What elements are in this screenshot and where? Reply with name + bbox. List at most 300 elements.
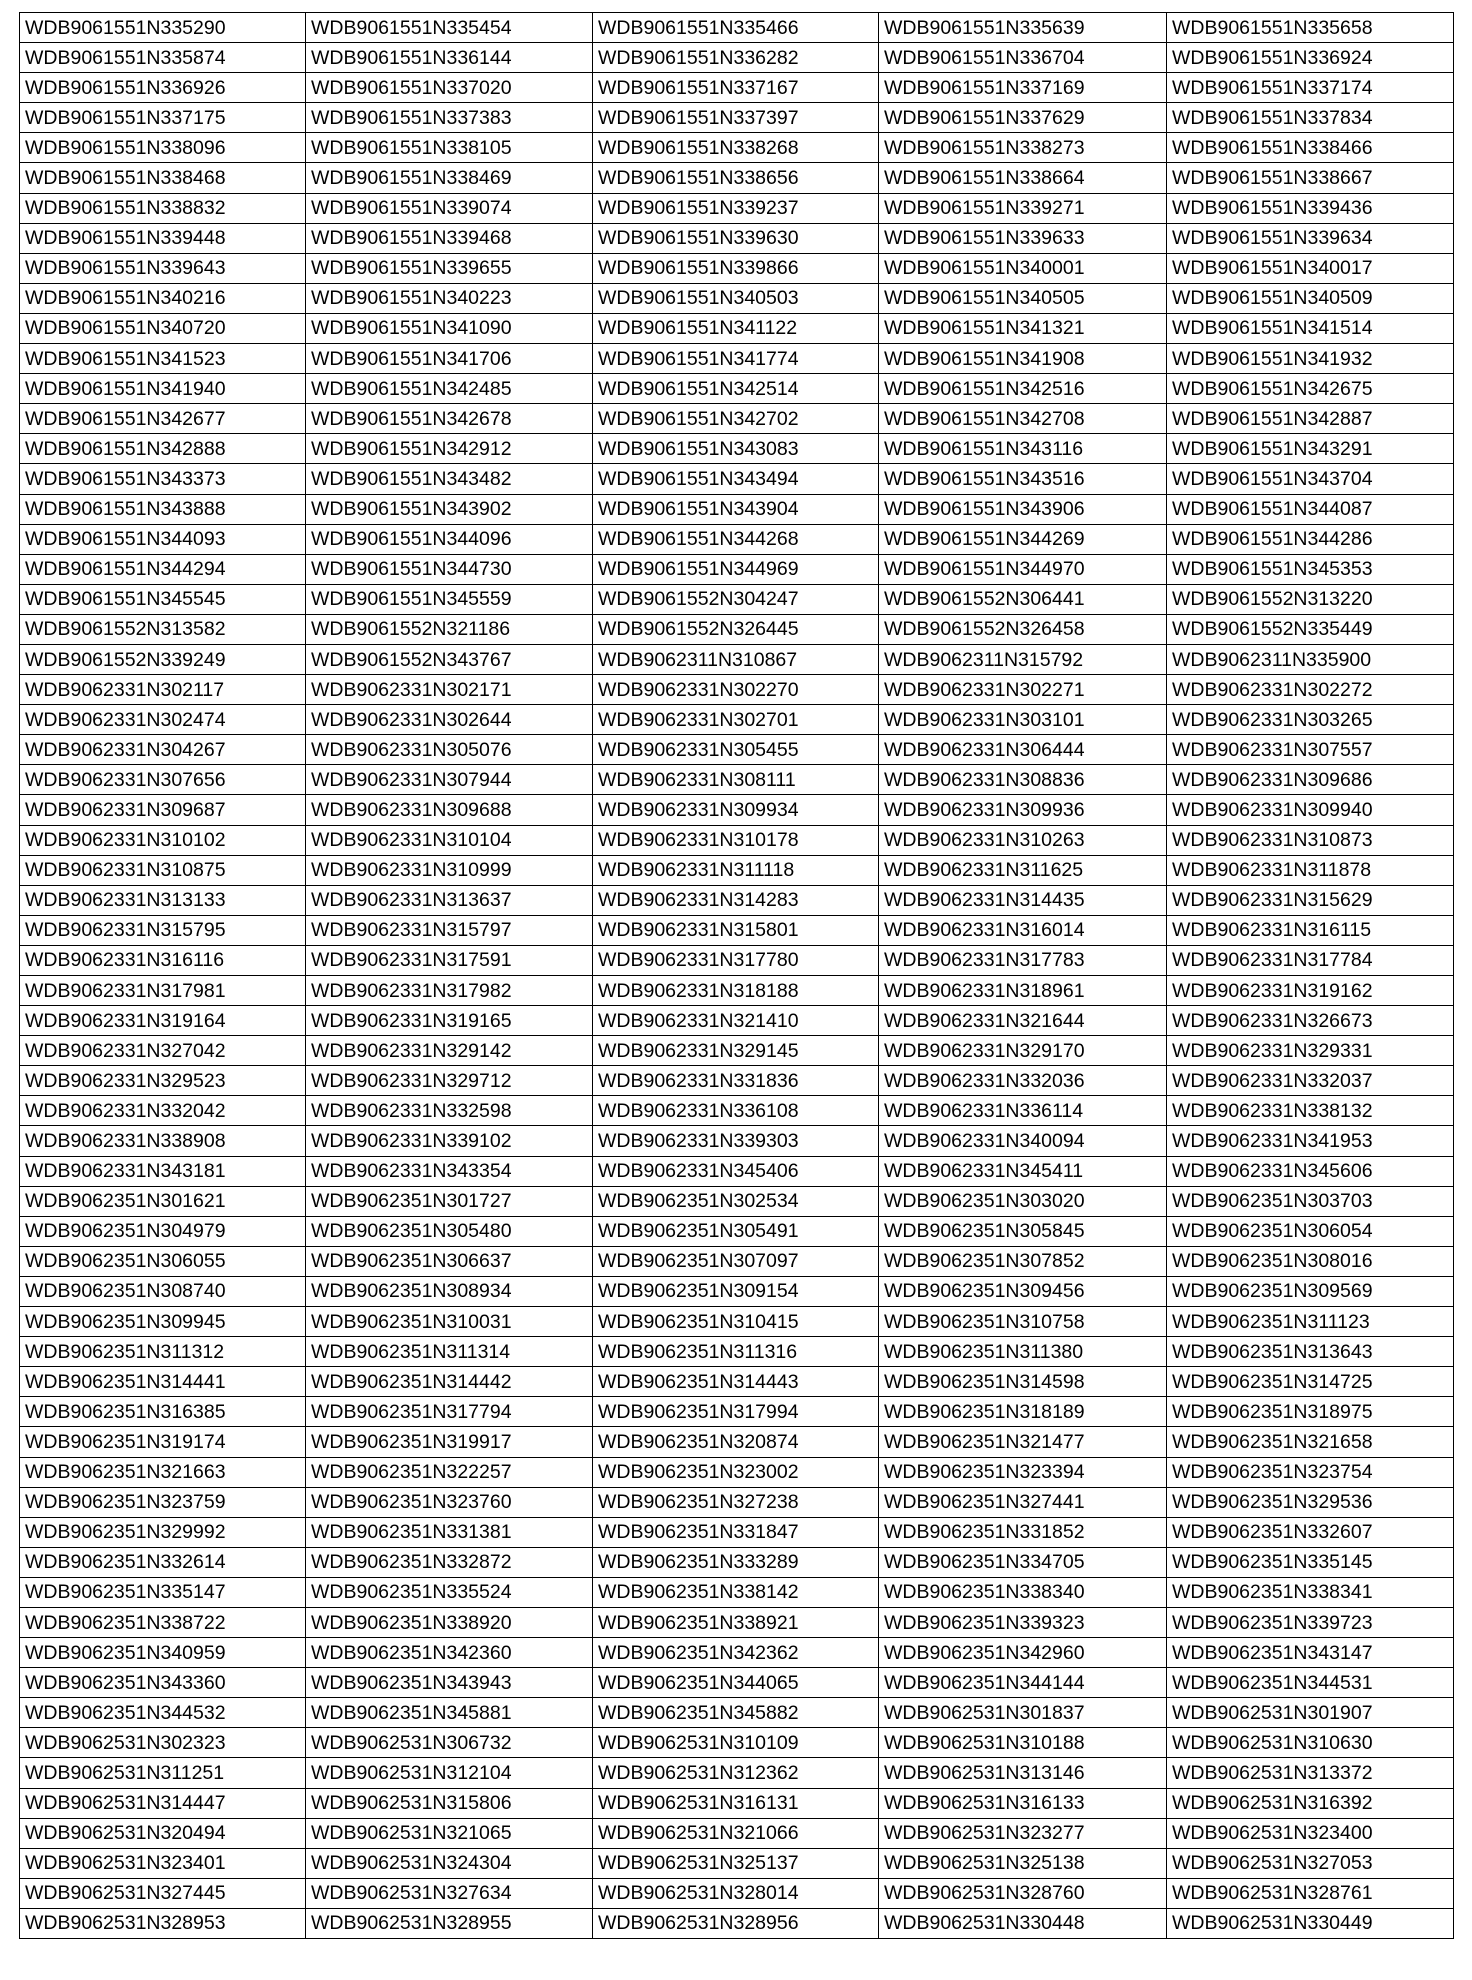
table-row (20, 524, 1454, 554)
table-cell: WDB9061551N338667 (1167, 163, 1454, 193)
table-cell: WDB9062531N327053 (1167, 1848, 1454, 1878)
table-cell: WDB9061551N342708 (879, 404, 1167, 434)
table-cell: WDB9062351N323754 (1167, 1457, 1454, 1487)
table-cell: WDB9062331N319162 (1167, 976, 1454, 1006)
table-row (20, 554, 1454, 584)
table-cell: WDB9061551N340505 (879, 283, 1167, 313)
table-cell: WDB9061551N342888 (20, 434, 306, 464)
table-cell: WDB9062351N344144 (879, 1668, 1167, 1698)
table-cell: WDB9062351N327441 (879, 1487, 1167, 1517)
table-cell: WDB9061551N337629 (879, 103, 1167, 133)
table-cell: WDB9061551N343083 (593, 434, 879, 464)
table-cell: WDB9061551N339468 (306, 223, 593, 253)
table-row (20, 885, 1454, 915)
table-cell: WDB9061551N337834 (1167, 103, 1454, 133)
table-cell: WDB9062331N315629 (1167, 885, 1454, 915)
table-cell: WDB9062351N331852 (879, 1517, 1167, 1547)
table-row (20, 1397, 1454, 1427)
table-cell: WDB9062351N305480 (306, 1216, 593, 1246)
table-row (20, 163, 1454, 193)
table-cell: WDB9062531N313372 (1167, 1758, 1454, 1788)
table-row (20, 1276, 1454, 1306)
table-row (20, 945, 1454, 975)
table-cell: WDB9062331N317783 (879, 945, 1167, 975)
table-cell: WDB9062331N309940 (1167, 795, 1454, 825)
table-cell: WDB9062351N342362 (593, 1638, 879, 1668)
table-cell: WDB9062351N308016 (1167, 1246, 1454, 1276)
table-cell: WDB9062531N324304 (306, 1848, 593, 1878)
table-cell: WDB9062531N313146 (879, 1758, 1167, 1788)
table-row (20, 1577, 1454, 1607)
table-cell: WDB9062351N339323 (879, 1607, 1167, 1637)
table-cell: WDB9061551N341321 (879, 313, 1167, 343)
table-cell: WDB9062351N302534 (593, 1186, 879, 1216)
table-cell: WDB9062351N332872 (306, 1547, 593, 1577)
table-cell: WDB9061551N337169 (879, 73, 1167, 103)
table-row (20, 1728, 1454, 1758)
table-cell: WDB9062531N328761 (1167, 1878, 1454, 1908)
table-cell: WDB9062331N302644 (306, 705, 593, 735)
table-cell: WDB9061551N339074 (306, 193, 593, 223)
table-cell: WDB9062331N305455 (593, 735, 879, 765)
table-cell: WDB9062331N315797 (306, 915, 593, 945)
table-cell: WDB9062351N303020 (879, 1186, 1167, 1216)
table-cell: WDB9062351N338142 (593, 1577, 879, 1607)
table-row (20, 1006, 1454, 1036)
table-cell: WDB9061551N339655 (306, 253, 593, 283)
table-cell: WDB9062531N311251 (20, 1758, 306, 1788)
table-row (20, 675, 1454, 705)
table-cell: WDB9062331N311625 (879, 855, 1167, 885)
table-cell: WDB9062331N309934 (593, 795, 879, 825)
table-row (20, 1036, 1454, 1066)
table-row (20, 765, 1454, 795)
table-row (20, 283, 1454, 313)
table-cell: WDB9061551N340720 (20, 313, 306, 343)
table-cell: WDB9062351N305491 (593, 1216, 879, 1246)
table-cell: WDB9062351N310415 (593, 1307, 879, 1337)
table-cell: WDB9062351N314598 (879, 1367, 1167, 1397)
table-cell: WDB9062531N302323 (20, 1728, 306, 1758)
table-cell: WDB9062331N309936 (879, 795, 1167, 825)
table-cell: WDB9061551N340001 (879, 253, 1167, 283)
table-cell: WDB9061551N341706 (306, 344, 593, 374)
table-cell: WDB9062531N310630 (1167, 1728, 1454, 1758)
table-cell: WDB9062531N312104 (306, 1758, 593, 1788)
table-cell: WDB9061551N342485 (306, 374, 593, 404)
table-cell: WDB9062351N329992 (20, 1517, 306, 1547)
table-cell: WDB9061551N335658 (1167, 13, 1454, 43)
table-cell: WDB9061551N339271 (879, 193, 1167, 223)
table-cell: WDB9062331N310178 (593, 825, 879, 855)
table-cell: WDB9061551N342675 (1167, 374, 1454, 404)
table-row (20, 13, 1454, 43)
table-cell: WDB9062351N306055 (20, 1246, 306, 1276)
table-cell: WDB9062351N301727 (306, 1186, 593, 1216)
table-cell: WDB9062351N338921 (593, 1607, 879, 1637)
table-cell: WDB9061551N340223 (306, 283, 593, 313)
table-cell: WDB9062331N316116 (20, 945, 306, 975)
table-cell: WDB9062351N321477 (879, 1427, 1167, 1457)
table-cell: WDB9061551N335290 (20, 13, 306, 43)
table-cell: WDB9061551N344970 (879, 554, 1167, 584)
table-cell: WDB9061551N337020 (306, 73, 593, 103)
table-row (20, 1367, 1454, 1397)
table-cell: WDB9062331N302271 (879, 675, 1167, 705)
table-cell: WDB9061551N342702 (593, 404, 879, 434)
table-cell: WDB9062351N338340 (879, 1577, 1167, 1607)
table-cell: WDB9061551N336926 (20, 73, 306, 103)
table-cell: WDB9062331N307944 (306, 765, 593, 795)
table-cell: WDB9062351N345881 (306, 1698, 593, 1728)
table-cell: WDB9061551N339633 (879, 223, 1167, 253)
table-row (20, 795, 1454, 825)
table-cell: WDB9062351N309456 (879, 1276, 1167, 1306)
table-cell: WDB9062351N306637 (306, 1246, 593, 1276)
table-cell: WDB9062331N307656 (20, 765, 306, 795)
table-cell: WDB9061551N344286 (1167, 524, 1454, 554)
table-row (20, 1307, 1454, 1337)
table-cell: WDB9061551N338469 (306, 163, 593, 193)
table-cell: WDB9061551N335874 (20, 43, 306, 73)
table-cell: WDB9061551N335454 (306, 13, 593, 43)
table-cell: WDB9062531N301907 (1167, 1698, 1454, 1728)
table-cell: WDB9061551N338273 (879, 133, 1167, 163)
table-cell: WDB9061551N339634 (1167, 223, 1454, 253)
table-cell: WDB9062351N314725 (1167, 1367, 1454, 1397)
table-cell: WDB9062331N329712 (306, 1066, 593, 1096)
table-cell: WDB9062331N310104 (306, 825, 593, 855)
table-cell: WDB9061551N336704 (879, 43, 1167, 73)
table-cell: WDB9061552N343767 (306, 644, 593, 674)
table-cell: WDB9062331N318961 (879, 976, 1167, 1006)
table-cell: WDB9062351N318189 (879, 1397, 1167, 1427)
table-cell: WDB9062331N343181 (20, 1156, 306, 1186)
table-cell: WDB9062531N306732 (306, 1728, 593, 1758)
table-cell: WDB9062531N328956 (593, 1908, 879, 1938)
table-cell: WDB9061551N341774 (593, 344, 879, 374)
table-cell: WDB9061551N336924 (1167, 43, 1454, 73)
table-cell: WDB9061551N338664 (879, 163, 1167, 193)
table-cell: WDB9062351N343943 (306, 1668, 593, 1698)
table-cell: WDB9061551N342516 (879, 374, 1167, 404)
table-cell: WDB9062331N302171 (306, 675, 593, 705)
table-cell: WDB9062351N344532 (20, 1698, 306, 1728)
table-row (20, 1216, 1454, 1246)
table-cell: WDB9062351N311314 (306, 1337, 593, 1367)
table-cell: WDB9061551N339237 (593, 193, 879, 223)
table-cell: WDB9061552N326445 (593, 614, 879, 644)
table-cell: WDB9062351N314442 (306, 1367, 593, 1397)
table-cell: WDB9061551N338468 (20, 163, 306, 193)
table-cell: WDB9061551N338832 (20, 193, 306, 223)
table-cell: WDB9062331N302701 (593, 705, 879, 735)
table-cell: WDB9061551N344269 (879, 524, 1167, 554)
table-row (20, 1186, 1454, 1216)
table-cell: WDB9062351N319917 (306, 1427, 593, 1457)
table-cell: WDB9061551N341122 (593, 313, 879, 343)
table-row (20, 1427, 1454, 1457)
table-cell: WDB9062531N328955 (306, 1908, 593, 1938)
table-cell: WDB9062351N332607 (1167, 1517, 1454, 1547)
table-cell: WDB9062531N325138 (879, 1848, 1167, 1878)
table-cell: WDB9062331N345411 (879, 1156, 1167, 1186)
table-cell: WDB9062331N309686 (1167, 765, 1454, 795)
table-row (20, 1848, 1454, 1878)
table-row (20, 344, 1454, 374)
table-cell: WDB9062351N335524 (306, 1577, 593, 1607)
table-row (20, 1487, 1454, 1517)
table-cell: WDB9062351N311380 (879, 1337, 1167, 1367)
table-cell: WDB9062351N316385 (20, 1397, 306, 1427)
table-cell: WDB9062351N313643 (1167, 1337, 1454, 1367)
table-cell: WDB9061551N343116 (879, 434, 1167, 464)
table-cell: WDB9061551N337383 (306, 103, 593, 133)
table-cell: WDB9062331N313637 (306, 885, 593, 915)
table-cell: WDB9062331N306444 (879, 735, 1167, 765)
table-cell: WDB9062351N307097 (593, 1246, 879, 1276)
table-cell: WDB9062351N332614 (20, 1547, 306, 1577)
table-row (20, 1758, 1454, 1788)
table-cell: WDB9062331N309688 (306, 795, 593, 825)
table-cell: WDB9062331N345406 (593, 1156, 879, 1186)
table-cell: WDB9062351N306054 (1167, 1216, 1454, 1246)
table-row (20, 1337, 1454, 1367)
table-cell: WDB9061551N344087 (1167, 494, 1454, 524)
table-cell: WDB9062351N321663 (20, 1457, 306, 1487)
table-cell: WDB9062531N315806 (306, 1788, 593, 1818)
table-row (20, 976, 1454, 1006)
table-cell: WDB9061551N343888 (20, 494, 306, 524)
table-cell: WDB9061551N338096 (20, 133, 306, 163)
table-cell: WDB9062531N316392 (1167, 1788, 1454, 1818)
table-row (20, 313, 1454, 343)
table-cell: WDB9062531N301837 (879, 1698, 1167, 1728)
table-cell: WDB9062331N317591 (306, 945, 593, 975)
table-cell: WDB9062531N328014 (593, 1878, 879, 1908)
table-row (20, 1246, 1454, 1276)
table-cell: WDB9061551N337167 (593, 73, 879, 103)
table-cell: WDB9062331N316014 (879, 915, 1167, 945)
table-cell: WDB9062531N323400 (1167, 1818, 1454, 1848)
table-row (20, 223, 1454, 253)
table-cell: WDB9061551N342514 (593, 374, 879, 404)
table-cell: WDB9061551N343704 (1167, 464, 1454, 494)
table-row (20, 1547, 1454, 1577)
table-cell: WDB9062351N304979 (20, 1216, 306, 1246)
table-cell: WDB9061551N339448 (20, 223, 306, 253)
table-cell: WDB9061551N338105 (306, 133, 593, 163)
table-cell: WDB9062351N342360 (306, 1638, 593, 1668)
table-cell: WDB9062331N302270 (593, 675, 879, 705)
table-cell: WDB9062351N309569 (1167, 1276, 1454, 1306)
table-cell: WDB9062351N331381 (306, 1517, 593, 1547)
table-row (20, 614, 1454, 644)
table-cell: WDB9062351N310758 (879, 1307, 1167, 1337)
table-cell: WDB9062351N311123 (1167, 1307, 1454, 1337)
table-cell: WDB9062351N344065 (593, 1668, 879, 1698)
table-row (20, 253, 1454, 283)
table-cell: WDB9061551N344730 (306, 554, 593, 584)
table-cell: WDB9062351N308740 (20, 1276, 306, 1306)
table-cell: WDB9061551N339643 (20, 253, 306, 283)
table-row (20, 1607, 1454, 1637)
table-cell: WDB9061551N338268 (593, 133, 879, 163)
table-cell: WDB9062331N316115 (1167, 915, 1454, 945)
table-cell: WDB9062331N321410 (593, 1006, 879, 1036)
table-cell: WDB9062331N310102 (20, 825, 306, 855)
table-cell: WDB9061551N342678 (306, 404, 593, 434)
table-row (20, 1698, 1454, 1728)
table-cell: WDB9062351N317994 (593, 1397, 879, 1427)
table-cell: WDB9062311N315792 (879, 644, 1167, 674)
table-cell: WDB9062351N311316 (593, 1337, 879, 1367)
table-row (20, 1878, 1454, 1908)
table-cell: WDB9062331N317784 (1167, 945, 1454, 975)
table-cell: WDB9062351N301621 (20, 1186, 306, 1216)
table-cell: WDB9061551N345545 (20, 584, 306, 614)
table-cell: WDB9062351N340959 (20, 1638, 306, 1668)
table-cell: WDB9061551N343291 (1167, 434, 1454, 464)
table-cell: WDB9061551N341090 (306, 313, 593, 343)
table-cell: WDB9062351N322257 (306, 1457, 593, 1487)
table-cell: WDB9062531N320494 (20, 1818, 306, 1848)
table-cell: WDB9062331N336108 (593, 1096, 879, 1126)
table-cell: WDB9061551N336144 (306, 43, 593, 73)
table-cell: WDB9062351N338920 (306, 1607, 593, 1637)
table-cell: WDB9062331N319164 (20, 1006, 306, 1036)
table-cell: WDB9061551N337397 (593, 103, 879, 133)
table-cell: WDB9062331N302117 (20, 675, 306, 705)
table-cell: WDB9062331N302272 (1167, 675, 1454, 705)
table-cell: WDB9062531N312362 (593, 1758, 879, 1788)
table-cell: WDB9062331N338132 (1167, 1096, 1454, 1126)
table-cell: WDB9062331N308836 (879, 765, 1167, 795)
table-cell: WDB9062351N321658 (1167, 1427, 1454, 1457)
table-cell: WDB9062531N316133 (879, 1788, 1167, 1818)
table-cell: WDB9061551N340216 (20, 283, 306, 313)
table-cell: WDB9062351N327238 (593, 1487, 879, 1517)
table-cell: WDB9062531N314447 (20, 1788, 306, 1818)
table-row (20, 644, 1454, 674)
table-row (20, 735, 1454, 765)
table-row (20, 1126, 1454, 1156)
table-cell: WDB9062331N336114 (879, 1096, 1167, 1126)
table-cell: WDB9062331N326673 (1167, 1006, 1454, 1036)
table-cell: WDB9062351N314443 (593, 1367, 879, 1397)
table-row (20, 43, 1454, 73)
table-cell: WDB9062351N323002 (593, 1457, 879, 1487)
table-cell: WDB9062351N318975 (1167, 1397, 1454, 1427)
table-row (20, 434, 1454, 464)
table-cell: WDB9062351N314441 (20, 1367, 306, 1397)
table-cell: WDB9062331N332598 (306, 1096, 593, 1126)
table-cell: WDB9061551N344268 (593, 524, 879, 554)
table-cell: WDB9062331N315801 (593, 915, 879, 945)
table-cell: WDB9061551N337174 (1167, 73, 1454, 103)
table-cell: WDB9062331N317982 (306, 976, 593, 1006)
table-row (20, 494, 1454, 524)
table-cell: WDB9062331N329170 (879, 1036, 1167, 1066)
table-row (20, 103, 1454, 133)
table-cell: WDB9062331N311878 (1167, 855, 1454, 885)
table-cell: WDB9061551N339866 (593, 253, 879, 283)
table-cell: WDB9062331N303265 (1167, 705, 1454, 735)
table-row (20, 193, 1454, 223)
table-cell: WDB9062351N310031 (306, 1307, 593, 1337)
table-cell: WDB9061551N341932 (1167, 344, 1454, 374)
table-cell: WDB9062351N305845 (879, 1216, 1167, 1246)
table-cell: WDB9062331N313133 (20, 885, 306, 915)
table-cell: WDB9061552N304247 (593, 584, 879, 614)
table-cell: WDB9062351N323760 (306, 1487, 593, 1517)
table-cell: WDB9061551N340017 (1167, 253, 1454, 283)
table-row (20, 1818, 1454, 1848)
table-cell: WDB9062351N303703 (1167, 1186, 1454, 1216)
table-row (20, 915, 1454, 945)
table-cell: WDB9062331N332037 (1167, 1066, 1454, 1096)
table-cell: WDB9062351N319174 (20, 1427, 306, 1457)
table-cell: WDB9062531N327445 (20, 1878, 306, 1908)
table-cell: WDB9062331N338908 (20, 1126, 306, 1156)
table-cell: WDB9061551N343516 (879, 464, 1167, 494)
table-cell: WDB9062331N341953 (1167, 1126, 1454, 1156)
table-cell: WDB9061551N343904 (593, 494, 879, 524)
table-cell: WDB9062351N345882 (593, 1698, 879, 1728)
table-cell: WDB9061551N337175 (20, 103, 306, 133)
table-cell: WDB9062531N310188 (879, 1728, 1167, 1758)
table-cell: WDB9061551N341940 (20, 374, 306, 404)
table-cell: WDB9062331N329142 (306, 1036, 593, 1066)
table-cell: WDB9062331N310999 (306, 855, 593, 885)
table-cell: WDB9061551N340509 (1167, 283, 1454, 313)
table-row (20, 464, 1454, 494)
table-cell: WDB9062331N343354 (306, 1156, 593, 1186)
table-row (20, 73, 1454, 103)
table-cell: WDB9062351N333289 (593, 1547, 879, 1577)
table-cell: WDB9061551N341908 (879, 344, 1167, 374)
table-cell: WDB9061551N338466 (1167, 133, 1454, 163)
table-cell: WDB9061551N343482 (306, 464, 593, 494)
table-row (20, 705, 1454, 735)
table-cell: WDB9062331N339102 (306, 1126, 593, 1156)
table-cell: WDB9061551N341523 (20, 344, 306, 374)
table-cell: WDB9062331N332042 (20, 1096, 306, 1126)
table-row (20, 584, 1454, 614)
table-cell: WDB9062351N339723 (1167, 1607, 1454, 1637)
table-cell: WDB9062331N327042 (20, 1036, 306, 1066)
table-row (20, 133, 1454, 163)
table-cell: WDB9062331N310875 (20, 855, 306, 885)
table-cell: WDB9062351N335147 (20, 1577, 306, 1607)
table-row (20, 1788, 1454, 1818)
table-cell: WDB9062351N308934 (306, 1276, 593, 1306)
table-cell: WDB9061552N306441 (879, 584, 1167, 614)
table-cell: WDB9061551N342887 (1167, 404, 1454, 434)
table-cell: WDB9062331N321644 (879, 1006, 1167, 1036)
table-row (20, 404, 1454, 434)
table-cell: WDB9062331N311118 (593, 855, 879, 885)
table-cell: WDB9062331N304267 (20, 735, 306, 765)
table-cell: WDB9061552N313220 (1167, 584, 1454, 614)
table-cell: WDB9062531N321066 (593, 1818, 879, 1848)
table-cell: WDB9062351N323759 (20, 1487, 306, 1517)
table-cell: WDB9062531N316131 (593, 1788, 879, 1818)
table-cell: WDB9062331N329145 (593, 1036, 879, 1066)
table-cell: WDB9062531N330448 (879, 1908, 1167, 1938)
table-cell: WDB9062331N317780 (593, 945, 879, 975)
table-cell: WDB9062351N342960 (879, 1638, 1167, 1668)
